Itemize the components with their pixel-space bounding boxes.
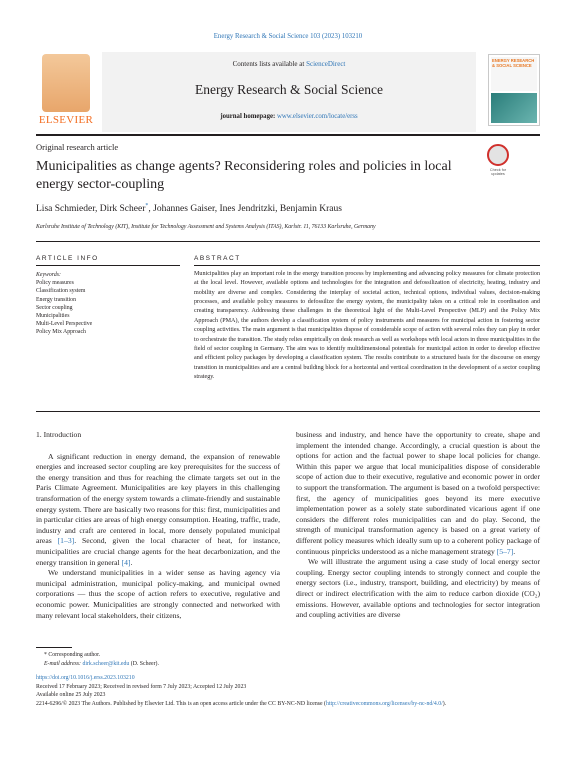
article-type: Original research article [36, 142, 119, 152]
keyword: Municipalities [36, 313, 70, 320]
article-title: Municipalities as change agents? Reconsidering roles and policies in local energy sector-coupling [36, 159, 452, 192]
citation-link[interactable]: [4] [121, 557, 131, 567]
keywords-label: Keywords: [36, 272, 61, 278]
abstract-heading: ABSTRACT [194, 255, 241, 262]
keyword: Energy transition [36, 296, 76, 303]
abstract-text: Municipalities play an important role in the energy transition process by implementing and advancing policy measures for climate protection at the local level. However, available options and technologies for the integration and defossilization of electricity, heating, industry and mobility are diverse and complex. Considering the interplay of societal action, technical options, individual values, decision-making processes, and available policy measures to defossilize the energy system, the municipality takes on a critical role in coordination and creating transparency. Addressing these challenges in the theoretical light of the Multi-Level Perspective (MLP) and the Policy Mix Approach (PMA), the authors develop a classification system of policy instruments and measures for municipal action in fostering sector coupling activities. The main argument is that municipalities dispose of considerable scope of action with several roles they can play in order to orchestrate the transition. The study relies empirically on desk research as well as workshops with local actors in three municipalities in the field of sector coupling in Germany. The aim was to identify multidimensional potentials for municipal action in order to develop effective and efficient policy packages by developing a classification system. The results contribute to a structured basis for the discourse on energy transition in municipalities and are a central building block for a horizontal and vertical coordination in the development of a sector coupling strategy. [194, 271, 540, 380]
keyword: Policy measures [36, 280, 74, 287]
header-divider [36, 134, 540, 136]
divider [36, 411, 540, 412]
check-for-updates-button[interactable] [484, 144, 512, 178]
body-column-left [36, 430, 280, 621]
body-column-right [296, 430, 540, 621]
cover-image [491, 93, 537, 123]
journal-header [36, 52, 540, 132]
elsevier-tree-icon [42, 54, 90, 112]
author-list: Lisa Schmieder, Dirk Scheer*, Johannes Gaiser, Ines Jendritzki, Benjamin Kraus [36, 203, 342, 215]
divider [194, 265, 540, 266]
crossmark-label: Check for updates [489, 168, 507, 177]
journal-banner [102, 52, 476, 132]
journal-title: Energy Research & Social Science [195, 82, 383, 97]
paragraph: We understand municipalities in a wider sense as having agency via municipal administration, municipal policy-making, and municipal owned corporations — thus the scope of action refers to executive, regulative and economic power. Municipalities are strongly connected and networked with many relevant local stakeholders, their citizens, [36, 568, 280, 620]
section-heading: 1. Introduction [36, 430, 82, 439]
affiliation: Karlsruhe Institute of Technology (KIT), Institute for Technology Assessment and Systems Analysis (ITAS), Karlstr. 11, 76133 Karlsruhe, Germany [36, 224, 376, 230]
contents-line: Contents lists available at ScienceDirect [232, 60, 346, 68]
citation-link[interactable]: [1–3] [57, 536, 75, 546]
elsevier-logo[interactable] [36, 54, 96, 128]
keyword: Policy Mix Approach [36, 329, 86, 336]
license-statement: 2214-6296/© 2023 The Authors. Published by Elsevier Ltd. This is an open access article under the CC BY-NC-ND license (http://creativecommons.org/licenses/by-nc-nd/4.0/). [36, 700, 447, 707]
elsevier-wordmark: ELSEVIER [38, 114, 94, 126]
footnote-divider [36, 647, 72, 648]
journal-reference[interactable]: Energy Research & Social Science 103 (2023) 103210 [213, 33, 363, 40]
received-dates: Received 17 February 2023; Received in revised form 7 July 2023; Accepted 12 July 2023 [36, 683, 247, 690]
citation-link[interactable]: [5–7] [496, 546, 514, 556]
sciencedirect-link[interactable]: ScienceDirect [306, 60, 346, 68]
cover-title: ENERGY RESEARCH & SOCIAL SCIENCE [492, 58, 535, 68]
email-link[interactable]: dirk.scheer@kit.edu [82, 660, 130, 667]
license-link[interactable]: http://creativecommons.org/licenses/by-nc-nd/4.0/ [325, 700, 443, 707]
keywords-list [36, 271, 92, 337]
paragraph: We will illustrate the argument using a case study of local energy sector coupling. Energy sector coupling intends to strongly connect and couple the energy sectors (i.e., industry, transport, building, and electricity) by means of direct or indirect electrification with the aim to reduce carbon dioxide (CO₂) emissions. However, available options and technologies for sector integration and coupling activities are diverse [296, 557, 540, 620]
journal-cover-thumbnail[interactable] [488, 54, 540, 126]
keyword: Classification system [36, 288, 86, 295]
paragraph: business and industry, and hence have the opportunity to create, shape and implement the intended change. Accordingly, a crucial question is about the options for action and the factual power to shape local policies for change. Within this paper we argue that local municipalities dispose of considerable scope of action due to their executive, regulative and economic power in order to support the transformation. The argument is based on a twofold perspective: first, the agency of municipalities goes beyond its mere executive implementation power as a solely state subordinated vicarious agent if one considers the different roles municipalities can and do play. Second, the strength of municipal transformation agency is based on a great variety of different policy measures which ideally sum up to a coherent policy package of continuous pinpricks understood as a niche management strategy [5–7]. [296, 430, 540, 556]
footnote-mark: * [44, 652, 47, 658]
footnote: * Corresponding author. E-mail address: dirk.scheer@kit.edu (D. Scheer). [44, 652, 159, 667]
doi-link[interactable]: https://doi.org/10.1016/j.erss.2023.103210 [36, 675, 135, 681]
corresponding-author-mark[interactable]: * [145, 203, 149, 209]
available-online: Available online 25 July 2023 [36, 692, 106, 699]
paragraph: A significant reduction in energy demand, the expansion of renewable energies and increased sector coupling are key prerequisites for the success of the energy transition and thus for reaching the climate targets set out in the Paris Climate Agreement. Municipalities are key players in this challenging transformation of the energy system towards a climate-friendly and sustainable energy system. There are basically two reasons for this: first, municipalities and in particular cities are areas of high energy consumption. Heating, traffic, trade, industry and craft are centered in local, more densely populated municipal areas [1–3]. Second, given the local character of heat, for instance, municipalities are crucial change agents for the heat decarbonization, and the energy transition in general [4]. [36, 451, 280, 567]
keyword: Multi-Level Perspective [36, 321, 93, 328]
publication-info [36, 674, 540, 708]
divider [36, 265, 180, 266]
keyword: Sector coupling [36, 304, 73, 311]
journal-homepage: journal homepage: www.elsevier.com/locate/erss [220, 113, 358, 120]
crossmark-icon [487, 144, 509, 166]
divider [36, 241, 540, 242]
article-info-heading: ARTICLE INFO [36, 255, 99, 262]
homepage-link[interactable]: www.elsevier.com/locate/erss [276, 113, 358, 120]
